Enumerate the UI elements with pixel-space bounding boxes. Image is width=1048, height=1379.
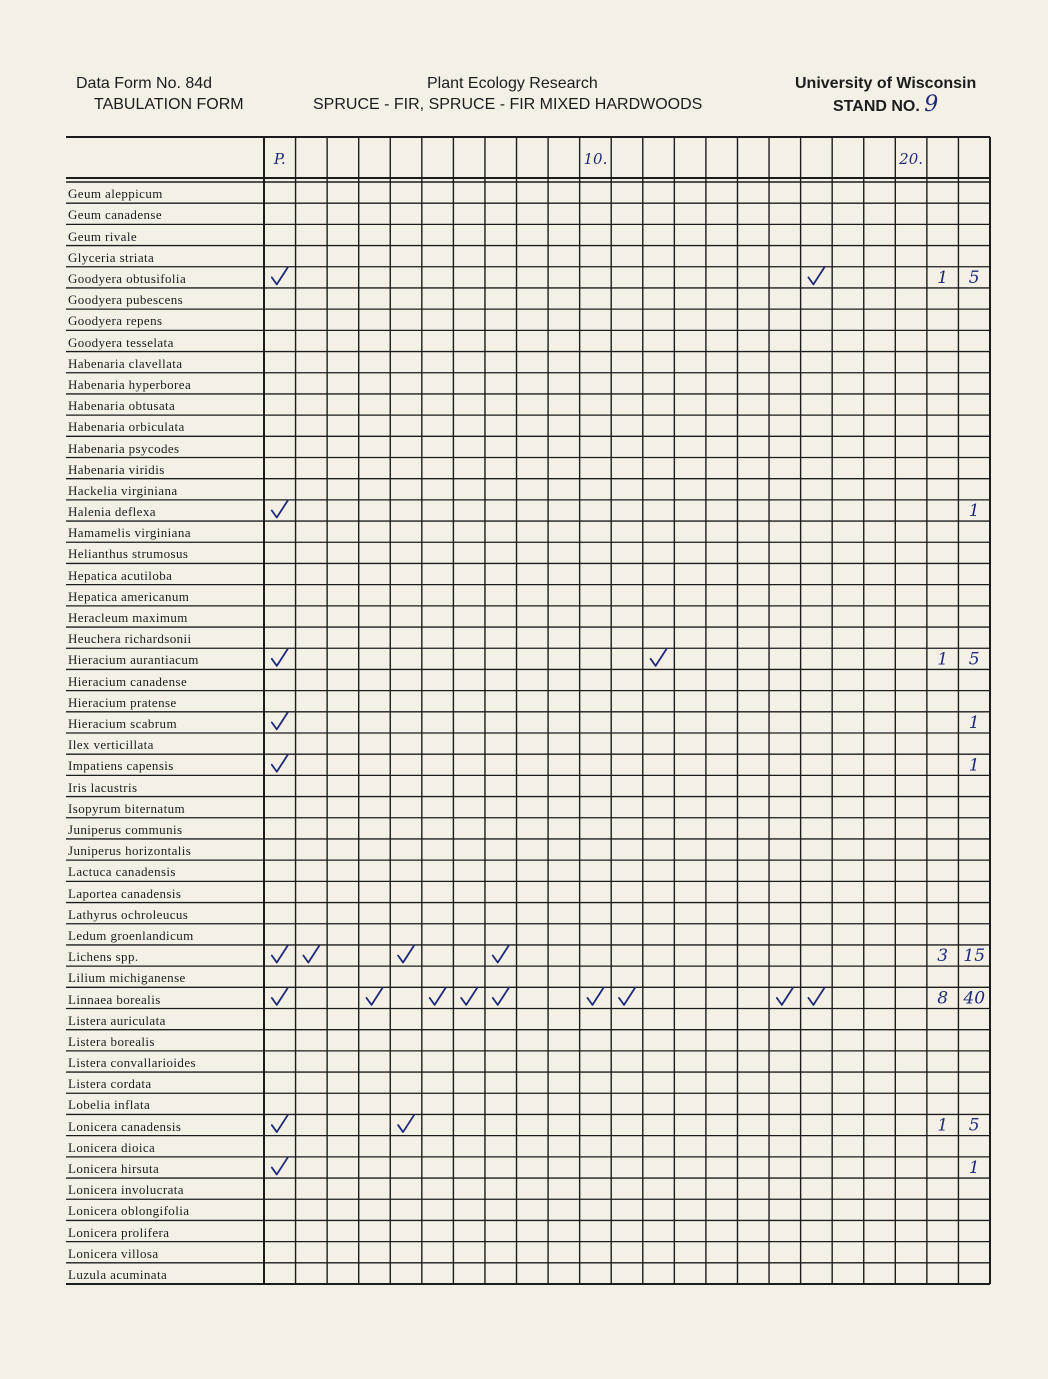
- check-mark: [808, 988, 824, 1005]
- column-marker: P.: [273, 150, 286, 168]
- species-name: Goodyera pubescens: [68, 292, 184, 308]
- species-name: Halenia deflexa: [68, 504, 156, 520]
- species-name: Lactuca canadensis: [68, 864, 176, 880]
- check-mark: [272, 1157, 288, 1174]
- check-mark: [493, 988, 509, 1005]
- frequency-count: 8: [937, 988, 949, 1009]
- species-name: Lobelia inflata: [68, 1097, 151, 1113]
- species-name: Goodyera repens: [68, 313, 163, 329]
- check-mark: [272, 946, 288, 963]
- check-mark: [272, 500, 288, 517]
- frequency-count: 1: [937, 649, 949, 670]
- check-mark: [272, 712, 288, 729]
- species-name: Lonicera oblongifolia: [68, 1203, 190, 1219]
- species-name: Juniperus communis: [68, 821, 183, 837]
- species-name: Juniperus horizontalis: [68, 843, 192, 859]
- species-name: Heracleum maximum: [68, 610, 188, 626]
- check-mark: [808, 267, 824, 284]
- species-name: Goodyera obtusifolia: [68, 270, 187, 286]
- species-name: Iris lacustris: [68, 779, 138, 795]
- species-name: Lonicera prolifera: [68, 1224, 170, 1240]
- species-name: Lonicera villosa: [68, 1245, 159, 1261]
- total-value: 15: [963, 946, 986, 967]
- frequency-count: 1: [937, 1115, 949, 1136]
- species-name: Lonicera canadensis: [68, 1118, 182, 1134]
- species-name: Helianthus strumosus: [68, 546, 189, 562]
- column-marker: 20.: [899, 150, 924, 168]
- species-name: Hepatica americanum: [68, 588, 190, 604]
- species-name: Impatiens capensis: [68, 758, 174, 774]
- check-mark: [272, 267, 288, 284]
- check-mark: [493, 946, 509, 963]
- species-name: Lonicera involucrata: [68, 1182, 184, 1198]
- species-name: Hieracium aurantiacum: [68, 652, 199, 668]
- total-value: 40: [963, 988, 986, 1009]
- check-mark: [366, 988, 382, 1005]
- species-name: Hieracium scabrum: [68, 716, 177, 731]
- check-mark: [303, 946, 319, 963]
- species-name: Geum rivale: [68, 228, 138, 244]
- total-value: 1: [968, 755, 980, 776]
- species-name: Habenaria viridis: [68, 461, 165, 477]
- species-name: Habenaria obtusata: [68, 398, 176, 414]
- check-mark: [272, 1115, 288, 1132]
- total-value: 1: [968, 713, 980, 733]
- total-value: 5: [968, 1115, 980, 1136]
- species-name: Habenaria psycodes: [68, 440, 180, 456]
- total-value: 1: [968, 501, 980, 522]
- species-name: Lilium michiganense: [68, 970, 186, 986]
- species-name: Ilex verticillata: [68, 737, 154, 753]
- species-name: Listera convallarioides: [68, 1055, 196, 1071]
- species-name: Geum aleppicum: [68, 186, 163, 202]
- species-name: Laportea canadensis: [68, 885, 182, 901]
- check-mark: [461, 988, 477, 1005]
- species-name: Ledum groenlandicum: [68, 927, 194, 943]
- check-mark: [272, 988, 288, 1005]
- stand-label: STAND NO.: [833, 98, 920, 115]
- total-value: 5: [968, 649, 980, 670]
- check-mark: [651, 649, 667, 666]
- check-mark: [587, 988, 603, 1005]
- species-name: Luzula acuminata: [68, 1267, 168, 1282]
- check-mark: [398, 946, 414, 963]
- species-name: Lonicera dioica: [68, 1139, 156, 1155]
- species-name: Geum canadense: [68, 207, 163, 223]
- column-marker: 10.: [583, 150, 608, 168]
- species-name: Isopyrum biternatum: [68, 800, 185, 816]
- species-name: Listera borealis: [68, 1033, 155, 1049]
- species-name: Linnaea borealis: [68, 991, 161, 1007]
- check-mark: [398, 1115, 414, 1132]
- species-name: Hamamelis virginiana: [68, 525, 191, 541]
- check-mark: [272, 649, 288, 666]
- organization: Plant Ecology Research: [427, 75, 598, 92]
- stand-number: 9: [924, 92, 939, 117]
- species-name: Hieracium pratense: [68, 694, 177, 710]
- form-number: Data Form No. 84d: [76, 75, 213, 92]
- form-title: TABULATION FORM: [94, 96, 244, 113]
- species-name: Hackelia virginiana: [68, 482, 178, 498]
- form-subtitle: SPRUCE - FIR, SPRUCE - FIR MIXED HARDWOODS: [313, 96, 703, 113]
- species-name: Habenaria clavellata: [68, 355, 183, 371]
- check-mark: [272, 755, 288, 772]
- university: University of Wisconsin: [795, 75, 977, 92]
- total-value: 5: [968, 267, 980, 288]
- check-mark: [430, 988, 446, 1005]
- species-name: Habenaria hyperborea: [68, 376, 192, 392]
- species-name: Glyceria striata: [68, 249, 155, 265]
- species-name: Lichens spp.: [68, 949, 139, 965]
- frequency-count: 1: [937, 267, 949, 288]
- species-name: Lonicera hirsuta: [68, 1161, 160, 1177]
- species-name: Hieracium canadense: [68, 673, 188, 689]
- species-name: Lathyrus ochroleucus: [68, 906, 189, 922]
- frequency-count: 3: [937, 946, 949, 967]
- species-name: Goodyera tesselata: [68, 334, 174, 350]
- check-mark: [619, 988, 635, 1005]
- species-name: Habenaria orbiculata: [68, 419, 185, 435]
- species-name: Hepatica acutiloba: [68, 567, 173, 583]
- total-value: 1: [968, 1158, 980, 1179]
- check-mark: [777, 988, 793, 1005]
- species-name: Heuchera richardsonii: [68, 631, 192, 647]
- species-name: Listera cordata: [68, 1076, 152, 1092]
- species-name: Listera auriculata: [68, 1012, 166, 1028]
